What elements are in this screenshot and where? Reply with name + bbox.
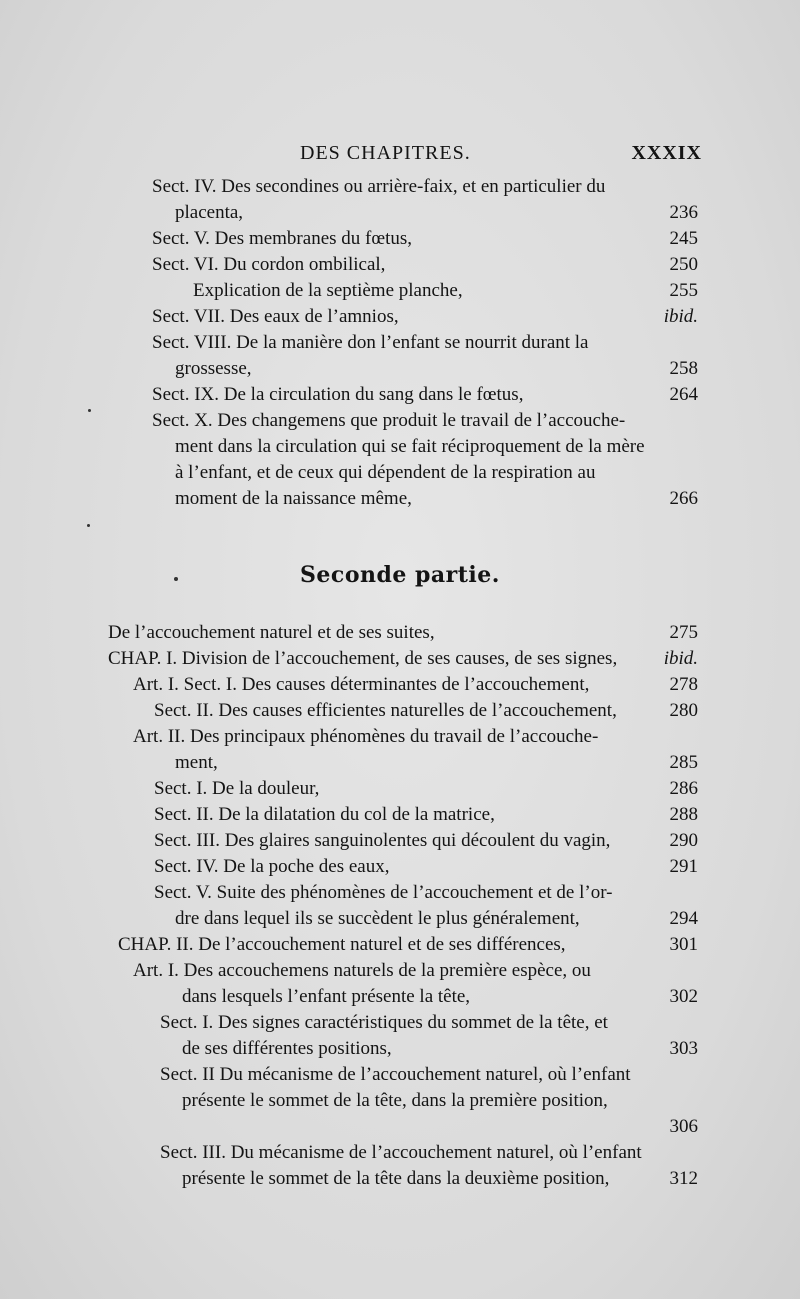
toc-line: Art. I. Des accouchemens naturels de la première espèce, ou [133,960,591,981]
toc-line: 306 [669,1116,698,1137]
toc-line: Sect. II. De la dilatation du col de la matrice, 288 [154,804,698,825]
toc-line: présente le sommet de la tête dans la deuxième position, 312 [182,1168,698,1189]
toc-line: Art. I. Sect. I. Des causes déterminantes de l’accouchement, 278 [133,674,698,695]
toc-line: Sect. IV. De la poche des eaux, 291 [154,856,698,877]
page-number-roman: XXXIX [631,142,702,164]
toc-line: dans lesquels l’enfant présente la tête, 302 [182,986,698,1007]
toc-line: Sect. IV. Des secondines ou arrière-faix, et en particulier du [152,176,606,197]
toc-line: Sect. VI. Du cordon ombilical, 250 [152,254,698,275]
toc-line: Sect. I. De la douleur, 286 [154,778,698,799]
ink-speck [174,577,178,581]
toc-line: Sect. VIII. De la manière don l’enfant se nourrit durant la [152,332,589,353]
toc-line: de ses différentes positions, 303 [182,1038,698,1059]
toc-line: Explication de la septième planche, 255 [193,280,698,301]
toc-line: dre dans lequel ils se succèdent le plus généralement, 294 [175,908,698,929]
toc-line: Sect. II Du mécanisme de l’accouchement naturel, où l’enfant [160,1064,631,1085]
toc-line: Sect. X. Des changemens que produit le travail de l’accouche- [152,410,626,431]
toc-line: Sect. III. Des glaires sanguinolentes qui découlent du vagin, 290 [154,830,698,851]
part-heading: Seconde partie. [300,562,500,588]
toc-line: Sect. I. Des signes caractéristiques du sommet de la tête, et [160,1012,608,1033]
toc-line: placenta, 236 [175,202,698,223]
ink-speck [87,524,90,527]
toc-line: CHAP. II. De l’accouchement naturel et de ses différences, 301 [118,934,698,955]
header-title: DES CHAPITRES. [300,142,471,164]
toc-line: Sect. VII. Des eaux de l’amnios, ibid. [152,306,698,327]
toc-line: CHAP. I. Division de l’accouchement, de ses causes, de ses signes, ibid. [108,648,698,669]
toc-line: à l’enfant, et de ceux qui dépendent de la respiration au [175,462,596,483]
ink-speck [88,409,91,412]
toc-line: Sect. III. Du mécanisme de l’accouchement naturel, où l’enfant [160,1142,642,1163]
toc-line: Sect. V. Des membranes du fœtus, 245 [152,228,698,249]
toc-line: Sect. V. Suite des phénomènes de l’accouchement et de l’or- [154,882,613,903]
toc-line: De l’accouchement naturel et de ses suites, 275 [108,622,698,643]
toc-line: Sect. IX. De la circulation du sang dans le fœtus, 264 [152,384,698,405]
toc-line: présente le sommet de la tête, dans la première position, [182,1090,608,1111]
toc-line: Sect. II. Des causes efficientes naturelles de l’accouchement, 280 [154,700,698,721]
toc-line: ment dans la circulation qui se fait réciproquement de la mère [175,436,645,457]
toc-line: Art. II. Des principaux phénomènes du travail de l’accouche- [133,726,599,747]
toc-line: moment de la naissance même, 266 [175,488,698,509]
toc-line: grossesse, 258 [175,358,698,379]
toc-line: ment, 285 [175,752,698,773]
running-header [300,142,702,170]
